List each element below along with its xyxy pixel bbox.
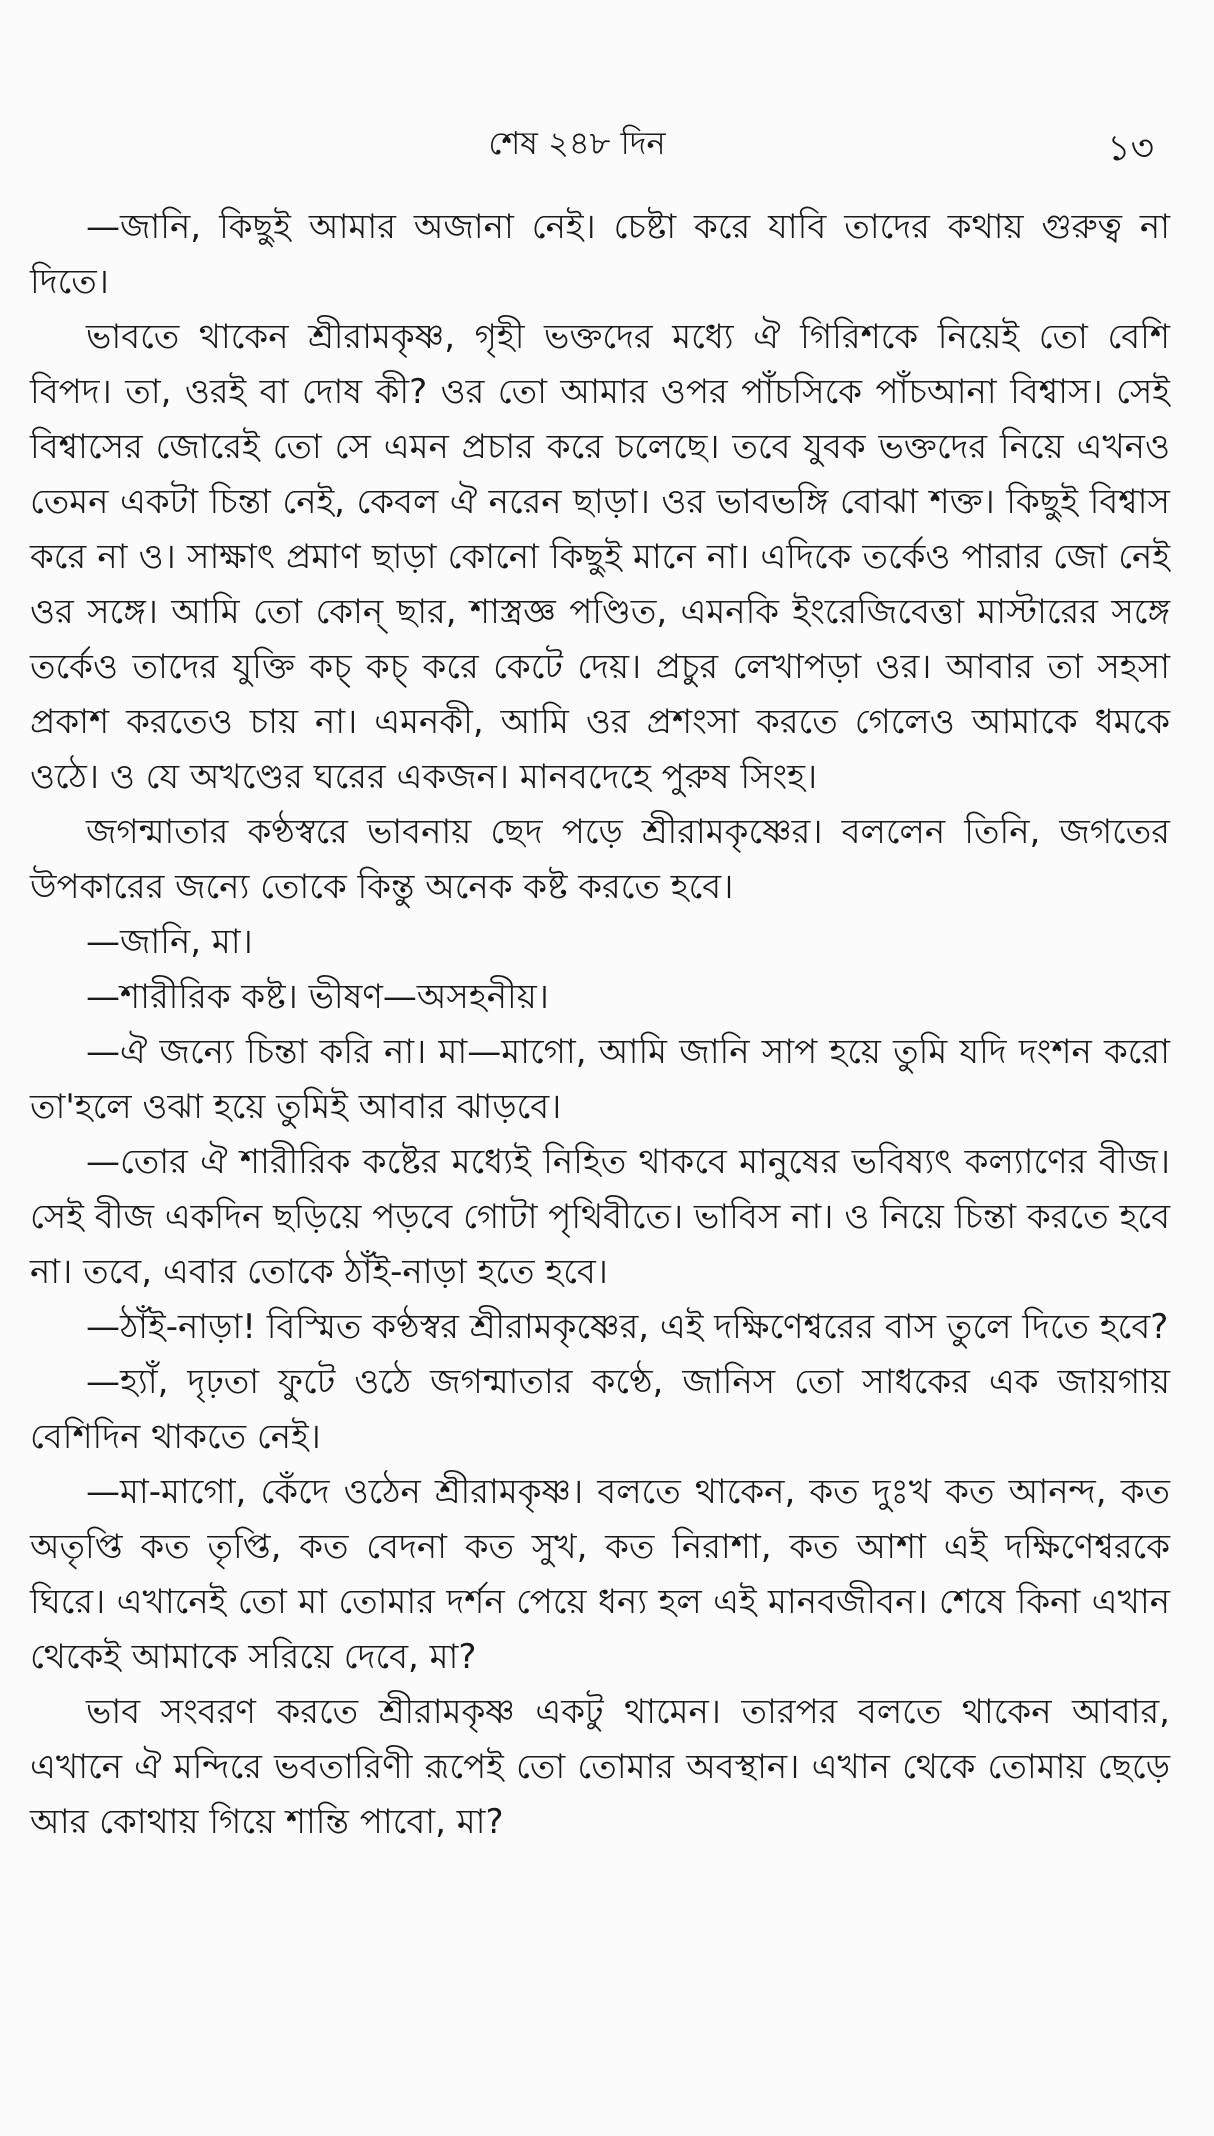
paragraph-4: —জানি, মা।	[86, 922, 253, 962]
paragraph-5: —শারীরিক কষ্ট। ভীষণ—অসহনীয়।	[86, 977, 549, 1017]
running-header	[0, 118, 1214, 168]
paragraph-9: —হ্যাঁ, দৃঢ়তা ফুটে ওঠে জগন্মাতার কণ্ঠে, জানিস তো সাধকের এক জায়গায় বেশিদিন থাকতে নেই।	[30, 1362, 1170, 1457]
page-number: ১৩	[1107, 128, 1154, 169]
paragraph-3: জগন্মাতার কণ্ঠস্বরে ভাবনায় ছেদ পড়ে শ্রীরামকৃষ্ণের। বললেন তিনি, জগতের উপকারের জন্যে তোকে কিন্তু অনেক কষ্ট করতে হবে।	[30, 812, 1170, 907]
paragraph-7: —তোর ঐ শারীরিক কষ্টের মধ্যেই নিহিত থাকবে মানুষের ভবিষ্যৎ কল্যাণের বীজ। সেই বীজ একদিন ছড়িয়ে পড়বে গোটা পৃথিবীতে। ভাবিস না। ও নিয়ে চিন্তা করতে হবে না। তবে, এবার তোকে ঠাঁই-নাড়া হতে হবে।	[30, 1142, 1170, 1292]
running-title: শেষ ২৪৮ দিন	[488, 124, 666, 162]
body-text	[30, 200, 1170, 1850]
paragraph-6: —ঐ জন্যে চিন্তা করি না। মা—মাগো, আমি জানি সাপ হয়ে তুমি যদি দংশন করো তা'হলে ওঝা হয়ে তুমিই আবার ঝাড়বে।	[30, 1032, 1170, 1127]
paragraph-11: ভাব সংবরণ করতে শ্রীরামকৃষ্ণ একটু থামেন। তারপর বলতে থাকেন আবার, এখানে ঐ মন্দিরে ভবতারিণী রূপেই তো তোমার অবস্থান। এখান থেকে তোমায় ছেড়ে আর কোথায় গিয়ে শান্তি পাবো, মা?	[30, 1692, 1170, 1842]
paragraph-2: ভাবতে থাকেন শ্রীরামকৃষ্ণ, গৃহী ভক্তদের মধ্যে ঐ গিরিশকে নিয়েই তো বেশি বিপদ। তা, ওরই বা দোষ কী? ওর তো আমার ওপর পাঁচসিকে পাঁচআনা বিশ্বাস। সেই বিশ্বাসের জোরেই তো সে এমন প্রচার করে চলেছে। তবে যুবক ভক্তদের নিয়ে এখনও তেমন একটা চিন্তা নেই, কেবল ঐ নরেন ছাড়া। ওর ভাবভঙ্গি বোঝা শক্ত। কিছুই বিশ্বাস করে না ও। সাক্ষাৎ প্রমাণ ছাড়া কোনো কিছুই মানে না। এদিকে তর্কেও পারার জো নেই ওর সঙ্গে। আমি তো কোন্ ছার, শাস্ত্রজ্ঞ পণ্ডিত, এমনকি ইংরেজিবেত্তা মাস্টারের সঙ্গে তর্কেও তাদের যুক্তি কচ্ কচ্ করে কেটে দেয়। প্রচুর লেখাপড়া ওর। আবার তা সহসা প্রকাশ করতেও চায় না। এমনকী, আমি ওর প্রশংসা করতে গেলেও আমাকে ধমকে ওঠে। ও যে অখণ্ডের ঘরের একজন। মানবদেহে পুরুষ সিংহ।	[30, 317, 1170, 797]
paragraph-10: —মা-মাগো, কেঁদে ওঠেন শ্রীরামকৃষ্ণ। বলতে থাকেন, কত দুঃখ কত আনন্দ, কত অতৃপ্তি কত তৃপ্তি, কত বেদনা কত সুখ, কত নিরাশা, কত আশা এই দক্ষিণেশ্বরকে ঘিরে। এখানেই তো মা তোমার দর্শন পেয়ে ধন্য হল এই মানবজীবন। শেষে কিনা এখান থেকেই আমাকে সরিয়ে দেবে, মা?	[30, 1472, 1170, 1677]
paragraph-8: —ঠাঁই-নাড়া! বিস্মিত কণ্ঠস্বর শ্রীরামকৃষ্ণের, এই দক্ষিণেশ্বরের বাস তুলে দিতে হবে?	[86, 1307, 1169, 1347]
paragraph-1: —জানি, কিছুই আমার অজানা নেই। চেষ্টা করে যাবি তাদের কথায় গুরুত্ব না দিতে।	[30, 207, 1170, 302]
